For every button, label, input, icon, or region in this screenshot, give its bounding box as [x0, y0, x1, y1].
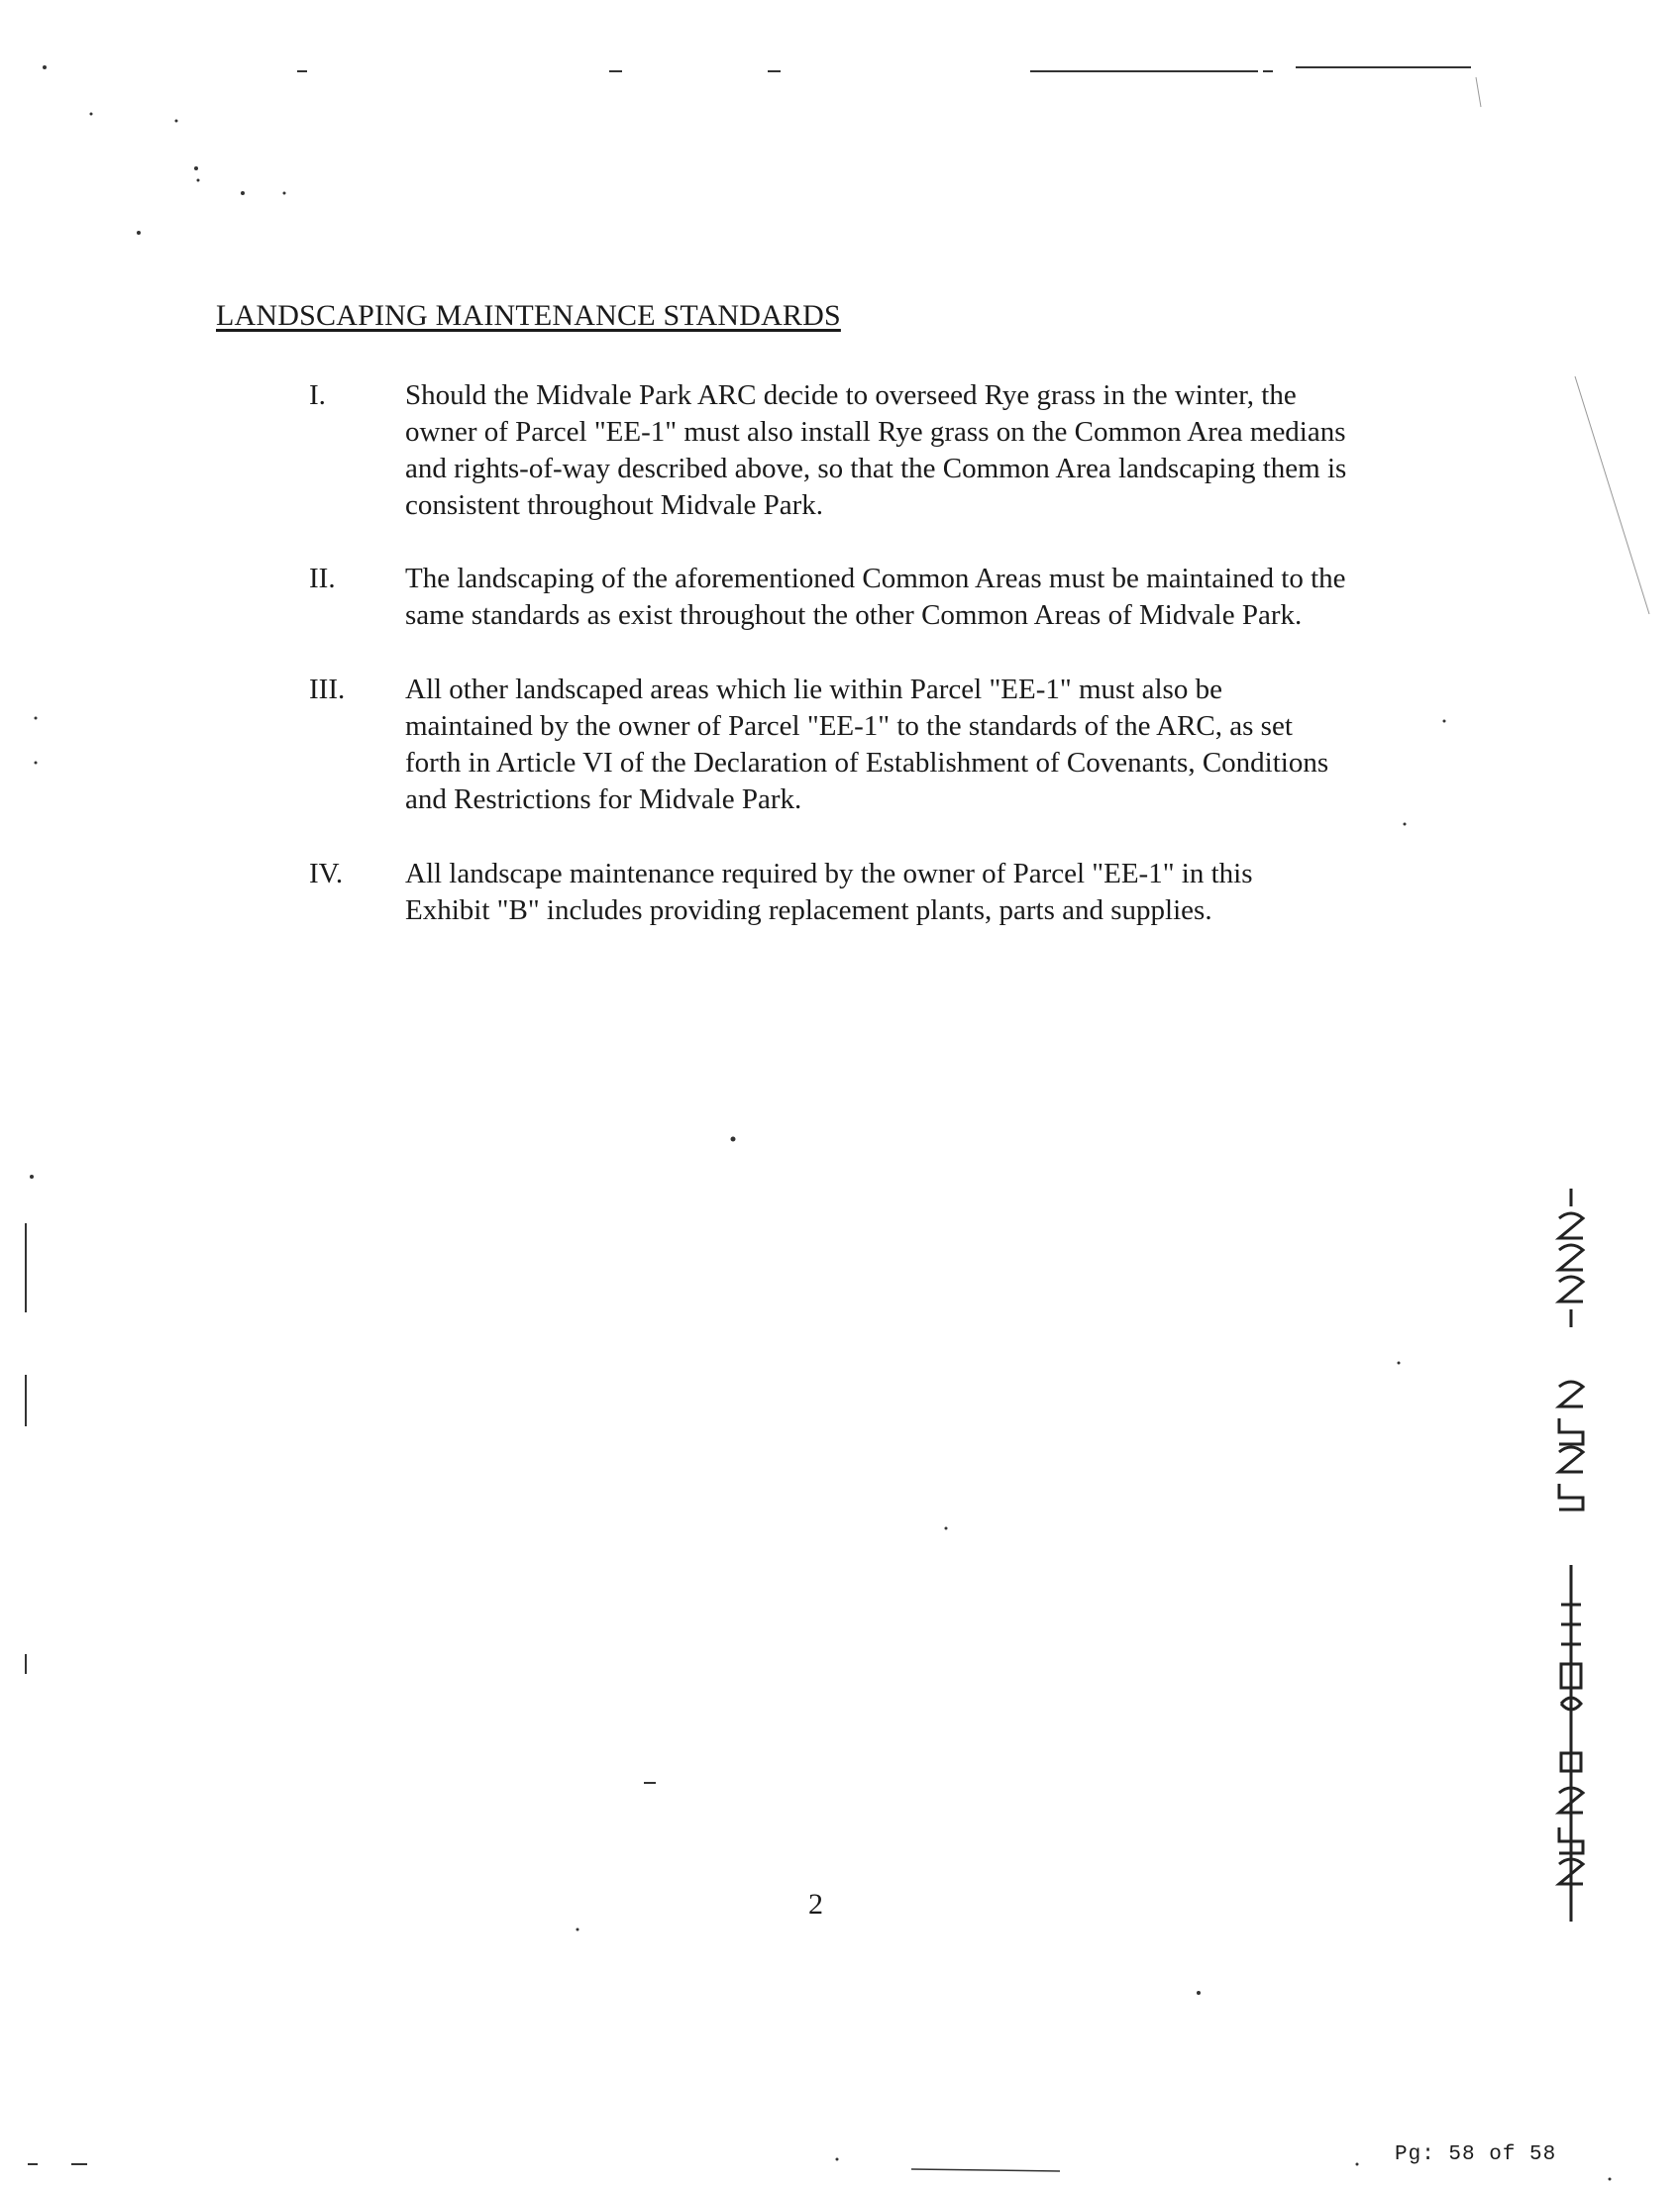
item-line: and Restrictions for Midvale Park. [405, 783, 802, 815]
item-line: forth in Article VI of the Declaration of Establishment of Covenants, Conditions [405, 747, 1329, 779]
item-line: maintained by the owner of Parcel "EE-1" to the standards of the ARC, as set [405, 710, 1293, 742]
item-numeral: I. [309, 379, 326, 411]
item-numeral: II. [309, 563, 336, 594]
item-text [405, 856, 1465, 929]
item-numeral: IV. [309, 858, 344, 889]
item-text [405, 561, 1465, 634]
recording-stamp-graphic [1553, 1189, 1589, 1922]
item-line: same standards as exist throughout the other Common Areas of Midvale Park. [405, 599, 1303, 631]
section-heading: LANDSCAPING MAINTENANCE STANDARDS [216, 299, 841, 332]
item-line: The landscaping of the aforementioned Common Areas must be maintained to the [405, 563, 1346, 594]
item-line: All landscape maintenance required by the owner of Parcel "EE-1" in this [405, 858, 1253, 889]
item-text [405, 377, 1465, 524]
page-number: 2 [808, 1888, 823, 1921]
footer-page-count: Pg: 58 of 58 [1395, 2143, 1557, 2166]
item-line: owner of Parcel "EE-1" must also install Rye grass on the Common Area medians [405, 416, 1346, 448]
item-numeral: III. [309, 674, 346, 705]
item-line: All other landscaped areas which lie within Parcel "EE-1" must also be [405, 674, 1222, 705]
item-line: Should the Midvale Park ARC decide to overseed Rye grass in the winter, the [405, 379, 1297, 411]
item-line: consistent throughout Midvale Park. [405, 489, 824, 521]
item-text [405, 672, 1465, 818]
item-line: and rights-of-way described above, so that the Common Area landscaping them is [405, 453, 1347, 484]
item-line: Exhibit "B" includes providing replacement plants, parts and supplies. [405, 894, 1212, 926]
